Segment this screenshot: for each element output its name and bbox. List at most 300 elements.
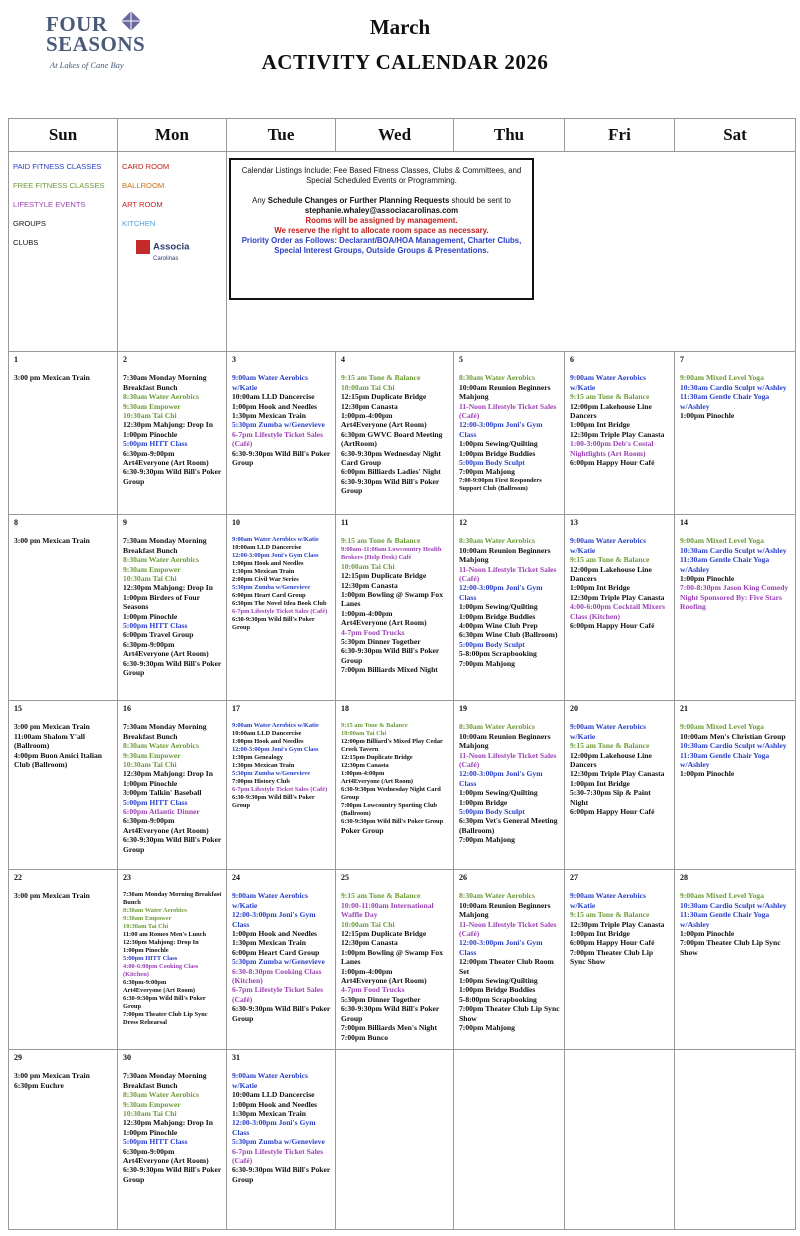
calendar-event: 1:00pm Sewing/Quilting	[459, 788, 538, 798]
day-cell-content	[336, 1050, 453, 1229]
calendar-event: 7:30am Monday Morning Breakfast Bunch	[123, 1071, 207, 1090]
calendar-event: 1:00pm-4:00pm	[341, 770, 385, 778]
day-cell-content	[118, 870, 226, 1049]
calendar-event: 12:00pm Lakehouse Line Dancers	[570, 401, 652, 421]
calendar-event: 6:30-9:30pm Wild Bill's Poker Group	[232, 1004, 331, 1023]
calendar-event: 3:00 pm Mexican Train	[14, 373, 90, 383]
day-cell-20	[565, 701, 675, 870]
day-cell-content	[565, 1050, 674, 1229]
day-cell-content	[9, 352, 117, 514]
calendar-event: 10:00am LLD Dancercise	[232, 730, 302, 738]
day-number: 12	[459, 518, 467, 527]
calendar-event: 6-7pm Lifestyle Ticket Sales (Café)	[232, 786, 328, 794]
calendar-event: 6:00pm Atlantic Dinner	[123, 807, 200, 817]
calendar-event: 11:30am Gentle Chair Yoga w/Ashley	[680, 750, 770, 770]
day-cell-content	[227, 1050, 335, 1229]
calendar-event: 6:30-8:30pm Cooking Class (Kitchen)	[232, 966, 322, 986]
calendar-event: 7:00pm Mahjong	[459, 835, 515, 845]
calendar-event: 5:00pm HITT Class	[123, 1137, 188, 1147]
day-cell-3	[227, 352, 336, 515]
legend-left-cell	[9, 152, 118, 352]
calendar-event: 1:00pm Int Bridge	[570, 778, 630, 788]
day-cell-14	[675, 515, 796, 701]
calendar-event: 12:00-3:00pm Joni's Gym Class	[459, 420, 543, 439]
day-cell-13	[565, 515, 675, 701]
calendar-event: 1:00pm Pinochle	[123, 778, 178, 788]
calendar-event: 6:30pm-9:00pm	[123, 448, 175, 458]
calendar-event: 7:00pm Bunco	[341, 1032, 389, 1042]
day-number: 29	[14, 1053, 22, 1062]
calendar-event: 5:00pm HITT Class	[123, 955, 178, 963]
notice-line2c: should be sent to	[449, 196, 511, 205]
calendar-event: 9:00am Water Aerobics w/Katie	[570, 722, 646, 741]
calendar-event: 10:00-11:00am International Waffle Day	[341, 900, 434, 920]
calendar-event: 6:30pm-9:00pm	[123, 639, 175, 649]
calendar-event: 9:00am Water Aerobics w/Katie	[232, 1071, 308, 1090]
day-cell-content	[9, 701, 117, 869]
calendar-event: 6:30-9:30pm Wild Bill's Poker Group	[341, 476, 440, 496]
day-number: 19	[459, 704, 467, 713]
calendar-event: 12:00-3:00pm Joni's Gym Class	[459, 583, 543, 602]
calendar-event: 1:00pm Pinochle	[123, 947, 169, 955]
calendar-event: 11:30am Gentle Chair Yoga w/Ashley	[680, 392, 770, 411]
calendar-event: 6:00pm Travel Group	[123, 630, 194, 640]
calendar-event: 4:00pm Buon Amici Italian Club (Ballroom)	[14, 750, 102, 770]
day-number: 30	[123, 1053, 131, 1062]
calendar-event: 9:00am Water Aerobics w/Katie	[570, 891, 646, 910]
day-cell-22	[9, 870, 118, 1050]
calendar-event: 3:00 pm Mexican Train	[14, 722, 90, 732]
calendar-event: 9:15 am Tone & Balance	[341, 722, 408, 730]
calendar-event: 1:00pm Bridge	[459, 797, 508, 807]
day-cell-24	[227, 870, 336, 1050]
day-cell-content	[675, 1050, 795, 1229]
day-header-sat: Sat	[675, 119, 796, 152]
calendar-event: 3:00 pm Mexican Train	[14, 1071, 90, 1081]
calendar-event: 10:30am Tai Chi	[123, 760, 177, 770]
day-cell-content	[675, 515, 795, 700]
calendar-event: 6:00pm Heart Card Group	[232, 947, 320, 957]
calendar-event: 1:00pm Hook and Needles	[232, 1099, 318, 1109]
associa-name: Associa	[153, 241, 190, 253]
day-cell-content	[227, 352, 335, 514]
calendar-event: 12:30pm Mahjong: Drop In	[123, 769, 213, 779]
day-cell-9	[118, 515, 227, 701]
empty-day-cell	[336, 1050, 454, 1230]
calendar-event: 10:00am Tai Chi	[341, 561, 395, 571]
week-row	[9, 870, 796, 1050]
empty-day-cell	[565, 1050, 675, 1230]
calendar-event: 5:00pm Body Sculpt	[459, 458, 525, 468]
day-cell-content	[336, 870, 453, 1049]
day-header-wed: Wed	[336, 119, 454, 152]
day-cell-4	[336, 352, 454, 515]
day-cell-content	[118, 352, 226, 514]
calendar-event: 12:00-3:00pm Joni's Gym Class	[459, 769, 543, 788]
calendar-event: 5:30pm Zumba w/Genevieve	[232, 420, 325, 430]
calendar-event: 7:00-8:30pm Jason King Comedy Night Sponsored By: Five Stars Roofing	[680, 583, 789, 612]
day-cell-2	[118, 352, 227, 515]
calendar-event: 11-Noon Lifestyle Ticket Sales (Café)	[459, 401, 557, 421]
calendar-event: 9:00am Water Aerobics w/Katie	[232, 891, 308, 910]
calendar-event: 10:00am Reunion Beginners Mahjong	[459, 382, 551, 402]
calendar-event: 12:30pm Triple Play Canasta	[570, 592, 665, 602]
calendar-event: Art4Everyone (Art Room)	[341, 976, 427, 986]
calendar-event: 1:00pm Bridge Buddies	[459, 985, 536, 995]
notice-red1: Rooms will be assigned by management.	[305, 216, 458, 225]
calendar-event: 4:00pm Wine Club Prep	[459, 621, 538, 631]
calendar-event: 5:30pm Dinner Together	[341, 994, 421, 1004]
calendar-event: 6:30-9:30pm Wild Bill's Poker Group	[123, 995, 206, 1011]
calendar-event: 12:30pm Canasta	[341, 762, 389, 770]
notice-line1: Calendar Listings Include: Fee Based Fitness Classes, Clubs & Committees, and Special Scheduled Events or Programming.	[241, 166, 522, 185]
day-cell-19	[454, 701, 565, 870]
calendar-event: 1:00pm Pinochle	[680, 411, 735, 421]
notice-email[interactable]: stephanie.whaley@associacarolinas.com	[304, 206, 459, 215]
calendar-event: 6:30pm-9:00pm	[123, 1146, 175, 1156]
day-number: 1	[14, 355, 18, 364]
calendar-event: 6:00pm Heart Card Group	[232, 592, 306, 600]
calendar-event: 8:30am Water Aerobics	[459, 891, 535, 901]
calendar-event: 6:30pm Euchre	[14, 1080, 64, 1090]
calendar-event: 6:00pm Happy Hour Café	[570, 621, 655, 631]
calendar-event: 7:30am Monday Morning Breakfast Bunch	[123, 373, 207, 392]
calendar-event: 6:30-9:30pm Wild Bill's Poker Group	[123, 835, 222, 854]
day-cell-11	[336, 515, 454, 701]
day-cell-17	[227, 701, 336, 870]
calendar-event: 1:30pm Mexican Train	[232, 762, 295, 770]
calendar-event: 1:00pm Pinochle	[123, 611, 178, 621]
calendar-event: 2:00pm Civil War Series	[232, 576, 299, 584]
calendar-event: 7:00pm Billiards Mixed Night	[341, 665, 438, 675]
calendar-event: 9:30am Empower	[123, 564, 181, 574]
day-header-mon: Mon	[118, 119, 227, 152]
calendar-event: 6:30-9:30pm Wednesday Night Card Group	[341, 786, 441, 802]
day-number: 18	[341, 704, 349, 713]
notice-priority: Priority Order as Follows: Declarant/BOA/HOA Management, Charter Clubs, Special Interest Groups, Outside Groups & Presentations.	[241, 236, 522, 255]
day-number: 27	[570, 873, 578, 882]
calendar-event: 6:30pm Wine Club (Ballroom)	[459, 630, 558, 640]
calendar-event: 12:00-3:00pm Joni's Gym Class	[232, 910, 316, 929]
day-number: 7	[680, 355, 684, 364]
calendar-event: 1:00pm Pinochle	[680, 769, 735, 779]
day-cell-content	[675, 870, 795, 1049]
day-number: 16	[123, 704, 131, 713]
day-number: 5	[459, 355, 463, 364]
day-header-row	[9, 119, 796, 152]
day-cell-content	[565, 870, 674, 1049]
legend-item: ART ROOM	[122, 200, 163, 209]
notice-red2: We reserve the right to allocate room space as necessary.	[274, 226, 489, 235]
calendar-event: 6:00pm Happy Hour Café	[570, 807, 655, 817]
calendar-event: 3:00pm Talkin' Baseball	[123, 788, 202, 798]
calendar-event: 9:15 am Tone & Balance	[341, 891, 421, 901]
day-number: 6	[570, 355, 574, 364]
day-cell-15	[9, 701, 118, 870]
calendar-event: 1:00pm Sewing/Quilting	[459, 602, 538, 612]
day-cell-8	[9, 515, 118, 701]
legend-item: CARD ROOM	[122, 162, 170, 171]
calendar-event: 10:30am Cardio Sculpt w/Ashley	[680, 900, 787, 910]
calendar-event: 12:30pm Mahjong: Drop In	[123, 420, 213, 430]
day-cell-content	[565, 701, 674, 869]
legend-item: LIFESTYLE EVENTS	[13, 200, 86, 209]
calendar-event: 9:00am Water Aerobics w/Katie	[232, 536, 319, 544]
calendar-event: Poker Group	[341, 826, 384, 836]
calendar-event: 9:00am Water Aerobics w/Katie	[570, 373, 646, 392]
calendar-event: 7:00pm Billiards Men's Night	[341, 1023, 437, 1033]
notice-line2b: Schedule Changes or Further Planning Requests	[267, 196, 450, 205]
calendar-event: 7:00-9:00pm First Responders Support Club (Ballroom)	[459, 476, 542, 492]
calendar-event: 12:30pm Mahjong: Drop In	[123, 1118, 213, 1128]
week-row	[9, 1050, 796, 1230]
calendar-event: 9:00am Mixed Level Yoga	[680, 373, 764, 383]
calendar-event: 9:00am-11:00am Lowcountry Health Brokers (Help Desk) Café	[341, 545, 442, 561]
calendar-event: 12:30pm Triple Play Canasta	[570, 769, 665, 779]
calendar-event: 10:00am Reunion Beginners Mahjong	[459, 900, 551, 920]
calendar-event: 7:00pm Mahjong	[459, 467, 515, 477]
day-cell-content	[118, 515, 226, 700]
calendar-event: 6:30-9:30pm Wild Bill's Poker Group	[341, 646, 440, 665]
calendar-event: 6-7pm Lifestyle Ticket Sales (Café)	[232, 1146, 324, 1166]
calendar-event: 10:00am Tai Chi	[341, 919, 395, 929]
day-cell-26	[454, 870, 565, 1050]
day-number: 3	[232, 355, 236, 364]
calendar-event: 1:00pm Pinochle	[123, 429, 178, 439]
logo-line1: FOUR	[46, 12, 108, 36]
calendar-event: 6:00pm Happy Hour Café	[570, 938, 655, 948]
calendar-event: 9:15 am Tone & Balance	[341, 536, 421, 546]
calendar-event: 7:00pm Theater Club Lip Sync Dress Rehearsal	[123, 1011, 208, 1027]
calendar-event: 10:00am Men's Christian Group	[680, 731, 786, 741]
calendar-event: 5-8:00pm Scrapbooking	[459, 994, 537, 1004]
calendar-event: 10:30am Tai Chi	[123, 574, 177, 584]
notice-line2	[239, 196, 524, 206]
day-cell-content	[227, 870, 335, 1049]
legend-item: BALLROOM	[122, 181, 165, 190]
calendar-event: 1:00pm Pinochle	[680, 929, 735, 939]
calendar-event: 10:30am Tai Chi	[123, 923, 169, 931]
day-cell-content	[227, 701, 335, 869]
calendar-event: 5:30pm Zumba w/Genevieve	[232, 1137, 325, 1147]
calendar-event: 11:00 am Romeo Men's Lunch	[123, 931, 207, 939]
calendar-event: 12:00pm Billiard's Mixed Play Cedar Creek Tavern	[341, 738, 443, 754]
calendar-event: 10:30am Cardio Sculpt w/Ashley	[680, 741, 787, 751]
legend-item: KITCHEN	[122, 219, 156, 228]
calendar-event: 12:00-3:00pm Joni's Gym Class	[459, 938, 543, 957]
calendar-event: 6:30-9:30pm Wild Bill's Poker Group	[123, 467, 222, 486]
day-number: 17	[232, 704, 240, 713]
calendar-event: 9:30am Empower	[123, 750, 181, 760]
calendar-event: 6:30-9:30pm Wild Bill's Poker Group	[341, 1004, 440, 1023]
day-cell-30	[118, 1050, 227, 1230]
calendar-event: 9:00am Water Aerobics w/Katie	[232, 722, 319, 730]
calendar-event: 10:30am Cardio Sculpt w/Ashley	[680, 382, 787, 392]
calendar-event: 12:00pm Lakehouse Line Dancers	[570, 750, 652, 770]
calendar-event: Art4Everyone (Art Room)	[341, 618, 427, 628]
calendar-event: 9:00am Mixed Level Yoga	[680, 891, 764, 901]
calendar-event: Art4Everyone (Art Room)	[123, 825, 209, 835]
day-number: 28	[680, 873, 688, 882]
calendar-event: 5:30pm Dinner Together	[341, 637, 421, 647]
calendar-event: 6:00pm Billiards Ladies' Night	[341, 467, 441, 477]
calendar-event: 11-Noon Lifestyle Ticket Sales (Café)	[459, 750, 557, 770]
calendar-event: Art4Everyone (Art Room)	[123, 649, 209, 659]
calendar-event: 10:00am LLD Dancercise	[232, 1090, 315, 1100]
calendar-event: 9:30am Empower	[123, 1099, 181, 1109]
calendar-event: 5:30pm Zumba w/Genevieve	[232, 584, 311, 592]
calendar-event: 6:30-9:30pm Wild Bill's Poker Group	[123, 658, 222, 678]
day-cell-content	[118, 1050, 226, 1229]
calendar-event: 1:00pm Hook and Needles	[232, 401, 318, 411]
day-number: 10	[232, 518, 240, 527]
associa-logo	[118, 238, 226, 262]
calendar-event: 12:15pm Duplicate Bridge	[341, 571, 427, 581]
calendar-event: 1:00pm Pinochle	[680, 574, 735, 584]
calendar-event: 1:00pm-4:00pm	[341, 608, 393, 618]
calendar-event: Art4Everyone (Art Room)	[123, 458, 209, 468]
week-row	[9, 701, 796, 870]
calendar-event: 1:00pm Bridge Buddies	[459, 611, 536, 621]
calendar-event: 9:30am Empower	[123, 401, 181, 411]
day-number: 21	[680, 704, 688, 713]
calendar-event: 1:00-3:00pm Deb's Costal Nightlights (Art Room)	[570, 439, 654, 458]
calendar-event: 3:00 pm Mexican Train	[14, 536, 90, 546]
calendar-event: 11:00am Shalom Y'all (Ballroom)	[14, 731, 86, 751]
calendar-event: 12:00pm Lakehouse Line Dancers	[570, 564, 652, 584]
associa-mark-icon	[136, 240, 150, 254]
day-cell-27	[565, 870, 675, 1050]
day-cell-12	[454, 515, 565, 701]
calendar-event: 7:00pm History Club	[232, 778, 290, 786]
calendar-notice-box	[229, 158, 534, 300]
empty-day-cell	[454, 1050, 565, 1230]
calendar-event: 1:00pm Int Bridge	[570, 420, 630, 430]
calendar-event: 12:30pm Mahjong: Drop In	[123, 583, 213, 593]
day-cell-content	[454, 701, 564, 869]
calendar-event: 9:15 am Tone & Balance	[570, 910, 650, 920]
calendar-event: 1:00pm Bowling @ Swamp Fox Lanes	[341, 590, 443, 609]
calendar-event: 1:00pm Sewing/Quilting	[459, 439, 538, 449]
day-number: 11	[341, 518, 349, 527]
day-cell-content	[227, 515, 335, 700]
calendar-event: 1:00pm Hook and Needles	[232, 738, 304, 746]
day-number: 22	[14, 873, 22, 882]
calendar-event: 12:00-3:00pm Joni's Gym Class	[232, 552, 319, 560]
day-number: 4	[341, 355, 345, 364]
calendar-event: 6:30pm-9:00pm	[123, 979, 167, 987]
calendar-event: 9:00am Mixed Level Yoga	[680, 722, 764, 732]
day-cell-29	[9, 1050, 118, 1230]
calendar-event: 7:00pm Mahjong	[459, 658, 515, 668]
calendar-event: 8:30am Water Aerobics	[123, 555, 199, 565]
notice-line2a: Any	[252, 196, 268, 205]
calendar-event: Art4Everyone (Art Room)	[123, 1156, 209, 1166]
logo-line2: SEASONS	[46, 32, 146, 56]
calendar-event: Art4Everyone (Art Room)	[341, 420, 427, 430]
calendar-event: 6:30-9:30pm Wild Bill's Poker Group	[232, 794, 315, 810]
calendar-event: 8:30am Water Aerobics	[123, 392, 199, 402]
calendar-event: 7:00pm Theater Club Lip Sync Show	[459, 1004, 560, 1023]
calendar-event: 12:00-3:00pm Joni's Gym Class	[232, 1118, 316, 1137]
page-header	[0, 0, 800, 110]
calendar-event: 10:00am LLD Dancercise	[232, 392, 315, 402]
calendar-event: 10:00am Tai Chi	[341, 382, 395, 392]
day-cell-content	[454, 870, 564, 1049]
calendar-event: 6-7pm Lifestyle Ticket Sales (Café)	[232, 985, 324, 1004]
day-cell-16	[118, 701, 227, 870]
calendar-event: 1:00pm Bowling @ Swamp Fox Lanes	[341, 947, 443, 967]
calendar-event: 6:30-9:30pm Wild Bill's Poker Group	[232, 616, 315, 632]
calendar-event: 9:00am Water Aerobics w/Katie	[232, 373, 308, 392]
day-cell-18	[336, 701, 454, 870]
calendar-event: 3:00 pm Mexican Train	[14, 891, 90, 901]
calendar-event: 5:30pm Zumba w/Genevieve	[232, 770, 311, 778]
calendar-event: 10:30am Cardio Sculpt w/Ashley	[680, 545, 787, 555]
calendar-event: Art4Everyone (Art Room)	[123, 987, 196, 995]
calendar-event: 10:00am Reunion Beginners Mahjong	[459, 545, 551, 565]
calendar-event: 1:00pm-4:00pm	[341, 966, 393, 976]
calendar-event: 12:30pm Canasta	[341, 938, 398, 948]
calendar-event: 6:30-9:30pm Wednesday Night Card Group	[341, 448, 441, 468]
day-cell-31	[227, 1050, 336, 1230]
legend-right	[118, 152, 226, 229]
day-cell-23	[118, 870, 227, 1050]
day-cell-content	[9, 515, 117, 700]
empty-day-cell	[675, 1050, 796, 1230]
calendar-event: 6:30-9:30pm Wild Bill's Poker Group	[232, 448, 331, 468]
calendar-event: 1:30pm Mexican Train	[232, 411, 306, 421]
calendar-event: 12:30pm Triple Play Canasta	[570, 429, 665, 439]
legend-left	[9, 152, 117, 248]
calendar-event: 6:30pm GWVC Board Meeting (ArtRoom)	[341, 429, 443, 449]
day-number: 31	[232, 1053, 240, 1062]
calendar-event: 12:30pm Triple Play Canasta	[570, 919, 665, 929]
calendar-event: 5:00pm HITT Class	[123, 621, 188, 631]
calendar-event: 11-Noon Lifestyle Ticket Sales (Café)	[459, 564, 557, 584]
calendar-event: Art4Everyone (Art Room)	[341, 778, 414, 786]
day-cell-content	[565, 352, 674, 514]
page-title: ACTIVITY CALENDAR 2026	[261, 50, 549, 74]
calendar-event: 1:00pm Hook and Needles	[232, 560, 304, 568]
day-number: 24	[232, 873, 240, 882]
day-cell-content	[675, 701, 795, 869]
legend-item: CLUBS	[13, 238, 39, 247]
calendar-event: 8:30am Water Aerobics	[123, 907, 187, 915]
day-number: 15	[14, 704, 22, 713]
day-number: 8	[14, 518, 18, 527]
legend-item: PAID FITNESS CLASSES	[13, 162, 102, 171]
calendar-event: 5:00pm HITT Class	[123, 797, 188, 807]
calendar-event: 1:00pm Sewing/Quilting	[459, 976, 538, 986]
calendar-event: 5:30-7:30pm Sip & Paint Night	[570, 788, 651, 807]
week-row	[9, 352, 796, 515]
day-number: 13	[570, 518, 578, 527]
calendar-event: 12:00-3:00pm Joni's Gym Class	[232, 746, 319, 754]
day-cell-content	[454, 1050, 564, 1229]
day-cell-content	[9, 1050, 117, 1229]
calendar-event: 12:00pm Theater Club Room Set	[459, 957, 554, 976]
calendar-event: 11:30am Gentle Chair Yoga w/Ashley	[680, 910, 770, 929]
calendar-event: 1:00pm Int Bridge	[570, 929, 630, 939]
legend-item: GROUPS	[13, 219, 46, 228]
calendar-event: 8:30am Water Aerobics	[123, 741, 199, 751]
day-header-tue: Tue	[227, 119, 336, 152]
calendar-event: 9:15 am Tone & Balance	[570, 392, 650, 402]
legend-item: FREE FITNESS CLASSES	[13, 181, 105, 190]
calendar-event: 1:30pm Mexican Train	[232, 568, 295, 576]
calendar-event: 9:00am Water Aerobics w/Katie	[570, 536, 646, 555]
